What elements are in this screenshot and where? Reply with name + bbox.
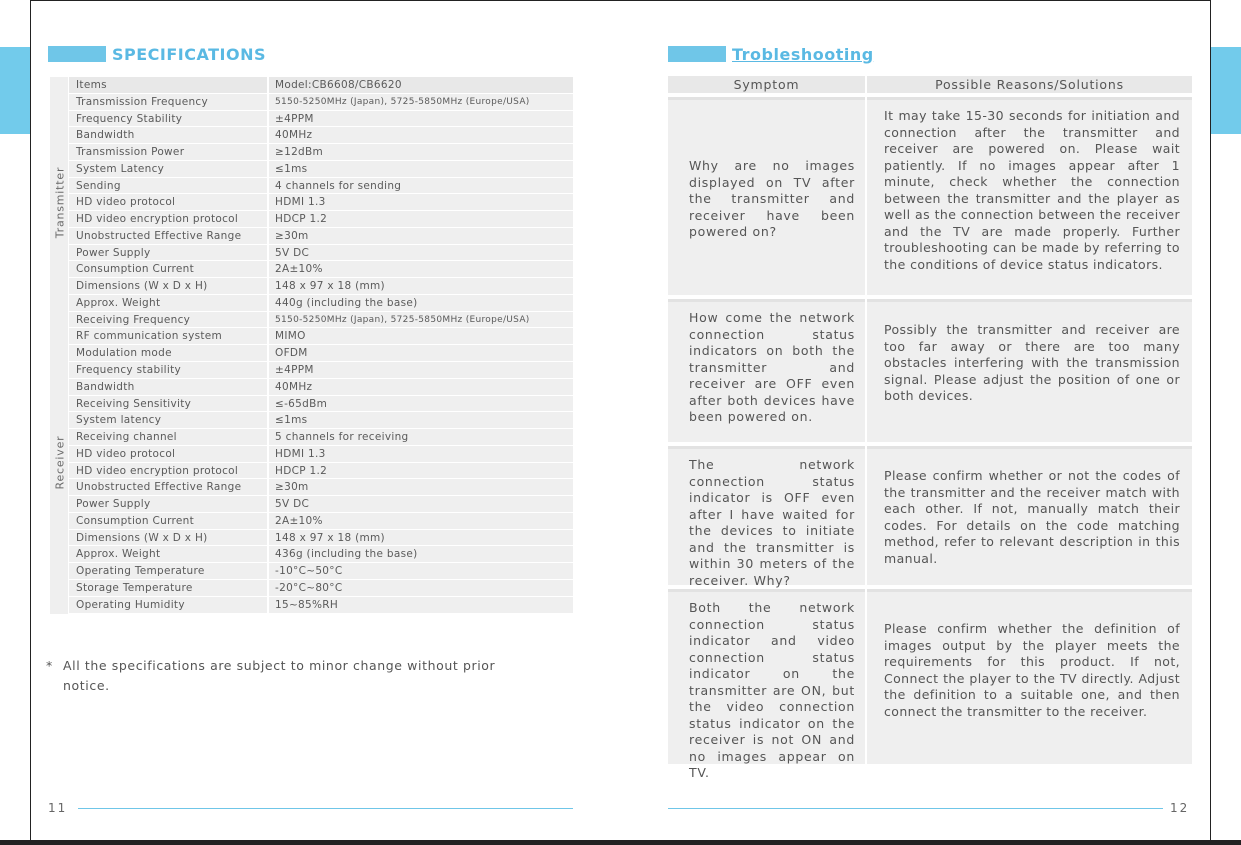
spec-value: 148 x 97 x 18 (mm): [267, 530, 573, 547]
spec-row: [50, 546, 573, 563]
spec-item: Bandwidth: [69, 127, 267, 144]
spec-value: 5150-5250MHz (Japan), 5725-5850MHz (Europe/USA): [267, 312, 573, 329]
spec-row: [50, 362, 573, 379]
troubleshooting-heading: [668, 45, 874, 63]
spec-item: Storage Temperature: [69, 580, 267, 597]
specifications-table: [50, 77, 573, 614]
spec-row: [50, 127, 573, 144]
spec-item: Power Supply: [69, 496, 267, 513]
footer-rule-left: [78, 808, 573, 809]
solution-column-header: Possible Reasons/Solutions: [867, 76, 1192, 93]
spec-item: Sending: [69, 178, 267, 195]
spec-row: [50, 446, 573, 463]
spec-value: ≤1ms: [267, 161, 573, 178]
spec-value: HDCP 1.2: [267, 463, 573, 480]
spec-item: Frequency stability: [69, 362, 267, 379]
spec-row: [50, 412, 573, 429]
transmitter-group-label: Transmitter: [53, 167, 66, 239]
spec-value: ±4PPM: [267, 362, 573, 379]
troubleshooting-row: [668, 446, 1192, 588]
spec-value: ±4PPM: [267, 111, 573, 128]
solution-cell: Possibly the transmitter and receiver are too far away or there are too many obstacles interfering with the transmission signal. Please adjust the position of one or both devices.: [867, 299, 1192, 442]
spec-row: [50, 563, 573, 580]
specifications-note: [46, 656, 574, 696]
spec-item: Approx. Weight: [69, 546, 267, 563]
spec-value: 440g (including the base): [267, 295, 573, 312]
spec-value: ≤1ms: [267, 412, 573, 429]
spec-value: 2A±10%: [267, 261, 573, 278]
spec-item: Transmission Power: [69, 144, 267, 161]
troubleshooting-row: [668, 97, 1192, 295]
spec-row: [50, 312, 573, 329]
spec-row: [50, 345, 573, 362]
spec-row: [50, 94, 573, 111]
model-header: Model:CB6608/CB6620: [267, 77, 573, 94]
right-edge-tab: [1211, 47, 1241, 134]
spec-item: Approx. Weight: [69, 295, 267, 312]
specifications-title: SPECIFICATIONS: [112, 44, 267, 64]
group-cell: [50, 77, 69, 94]
spec-value: -20°C~80°C: [267, 580, 573, 597]
spec-item: Dimensions (W x D x H): [69, 278, 267, 295]
spec-row: [50, 328, 573, 345]
note-line-1: All the specifications are subject to minor change without prior: [63, 658, 496, 673]
note-line-2: notice.: [63, 678, 110, 693]
heading-bar: [48, 46, 106, 62]
spec-value: 436g (including the base): [267, 546, 573, 563]
spec-row: [50, 295, 573, 312]
spec-value: -10°C~50°C: [267, 563, 573, 580]
spec-value: 40MHz: [267, 127, 573, 144]
troubleshooting-row: [668, 589, 1192, 780]
spec-value: 2A±10%: [267, 513, 573, 530]
spec-row: [50, 396, 573, 413]
spec-row: [50, 211, 573, 228]
spec-row: [50, 479, 573, 496]
spec-value: ≥12dBm: [267, 144, 573, 161]
spec-item: Transmission Frequency: [69, 94, 267, 111]
spec-row: [50, 144, 573, 161]
spec-value: ≥30m: [267, 228, 573, 245]
symptom-column-header: Symptom: [668, 76, 865, 93]
spec-row: [50, 111, 573, 128]
left-edge-tab: [0, 47, 30, 134]
spec-item: HD video protocol: [69, 194, 267, 211]
spec-item: Bandwidth: [69, 379, 267, 396]
spec-row: [50, 597, 573, 614]
spec-item: HD video protocol: [69, 446, 267, 463]
troubleshooting-title: Trobleshooting: [732, 44, 874, 64]
spec-value: 40MHz: [267, 379, 573, 396]
spec-item: Power Supply: [69, 245, 267, 262]
spec-row: [50, 161, 573, 178]
bottom-border: [0, 840, 1241, 845]
spec-item: Receiving channel: [69, 429, 267, 446]
spec-value: 5 channels for receiving: [267, 429, 573, 446]
spec-item: Unobstructed Effective Range: [69, 228, 267, 245]
items-header: Items: [69, 77, 267, 94]
heading-bar: [668, 46, 726, 62]
spec-value: ≥30m: [267, 479, 573, 496]
spec-row: [50, 379, 573, 396]
symptom-cell: Why are no images displayed on TV after the transmitter and receiver have been powered on?: [668, 97, 865, 295]
spec-row: [50, 496, 573, 513]
spec-item: Unobstructed Effective Range: [69, 479, 267, 496]
spec-value: MIMO: [267, 328, 573, 345]
spec-value: 148 x 97 x 18 (mm): [267, 278, 573, 295]
spec-item: Frequency Stability: [69, 111, 267, 128]
spec-value: ≤-65dBm: [267, 396, 573, 413]
page-number-left: 11: [48, 801, 68, 815]
page-number-right: 12: [1170, 801, 1190, 815]
spec-row: [50, 245, 573, 262]
note-marker: *: [46, 658, 53, 673]
spec-item: Dimensions (W x D x H): [69, 530, 267, 547]
spec-row: [50, 261, 573, 278]
spec-value: 5V DC: [267, 245, 573, 262]
solution-cell: Please confirm whether the definition of images output by the player meets the requirements for this product. If not, Connect the player to the TV directly. Adjust the definition to a suitable one, and then connect the transmitter to the receiver.: [867, 589, 1192, 764]
spec-row: [50, 463, 573, 480]
troubleshooting-row: [668, 299, 1192, 442]
spec-item: Receiving Sensitivity: [69, 396, 267, 413]
spec-item: Operating Humidity: [69, 597, 267, 614]
troubleshooting-header-row: [668, 76, 1192, 93]
spec-item: Operating Temperature: [69, 563, 267, 580]
spec-value: 5V DC: [267, 496, 573, 513]
spec-row: [50, 429, 573, 446]
spec-item: System Latency: [69, 161, 267, 178]
spec-item: HD video encryption protocol: [69, 463, 267, 480]
solution-cell: Please confirm whether or not the codes of the transmitter and the receiver match with each other. If not, manually match their codes. For details on the code matching method, refer to relevant description in this manual.: [867, 446, 1192, 585]
footer-rule-right: [668, 808, 1163, 809]
spec-item: Consumption Current: [69, 261, 267, 278]
spec-value: 15~85%RH: [267, 597, 573, 614]
spec-item: System latency: [69, 412, 267, 429]
spec-value: OFDM: [267, 345, 573, 362]
spec-row: [50, 513, 573, 530]
spec-item: Receiving Frequency: [69, 312, 267, 329]
spec-row: [50, 580, 573, 597]
spec-item: RF communication system: [69, 328, 267, 345]
symptom-cell: Both the network connection status indicator and video connection status indicator on the transmitter are ON, but the video connection status indicator on the receiver is not ON and no images appear on TV.: [668, 589, 865, 764]
spec-item: Consumption Current: [69, 513, 267, 530]
specifications-heading: [48, 45, 266, 63]
spec-row: [50, 194, 573, 211]
spec-item: HD video encryption protocol: [69, 211, 267, 228]
spec-row: [50, 530, 573, 547]
spec-value: HDMI 1.3: [267, 446, 573, 463]
symptom-cell: The network connection status indicator is OFF even after I have waited for the devices to initiate and the transmitter is within 30 meters of the receiver. Why?: [668, 446, 865, 585]
spec-row: [50, 228, 573, 245]
solution-cell: It may take 15-30 seconds for initiation and connection after the transmitter and receiver are powered on. Please wait patiently. If no images appear after 1 minute, check whether the connection between the transmitter and the player as well as the connection between the receiver and the TV are made properly. Further troubleshooting can be made by referring to the conditions of device status indicators.: [867, 97, 1192, 295]
receiver-group-label: Receiver: [53, 435, 66, 490]
spec-value: 4 channels for sending: [267, 178, 573, 195]
spec-value: HDMI 1.3: [267, 194, 573, 211]
spec-row: [50, 278, 573, 295]
spec-value: 5150-5250MHz (Japan), 5725-5850MHz (Europe/USA): [267, 94, 573, 111]
spec-value: HDCP 1.2: [267, 211, 573, 228]
symptom-cell: How come the network connection status indicators on both the transmitter and receiver are OFF even after both devices have been powered on.: [668, 299, 865, 442]
spec-row: [50, 178, 573, 195]
spec-header-row: [50, 77, 573, 94]
spec-item: Modulation mode: [69, 345, 267, 362]
